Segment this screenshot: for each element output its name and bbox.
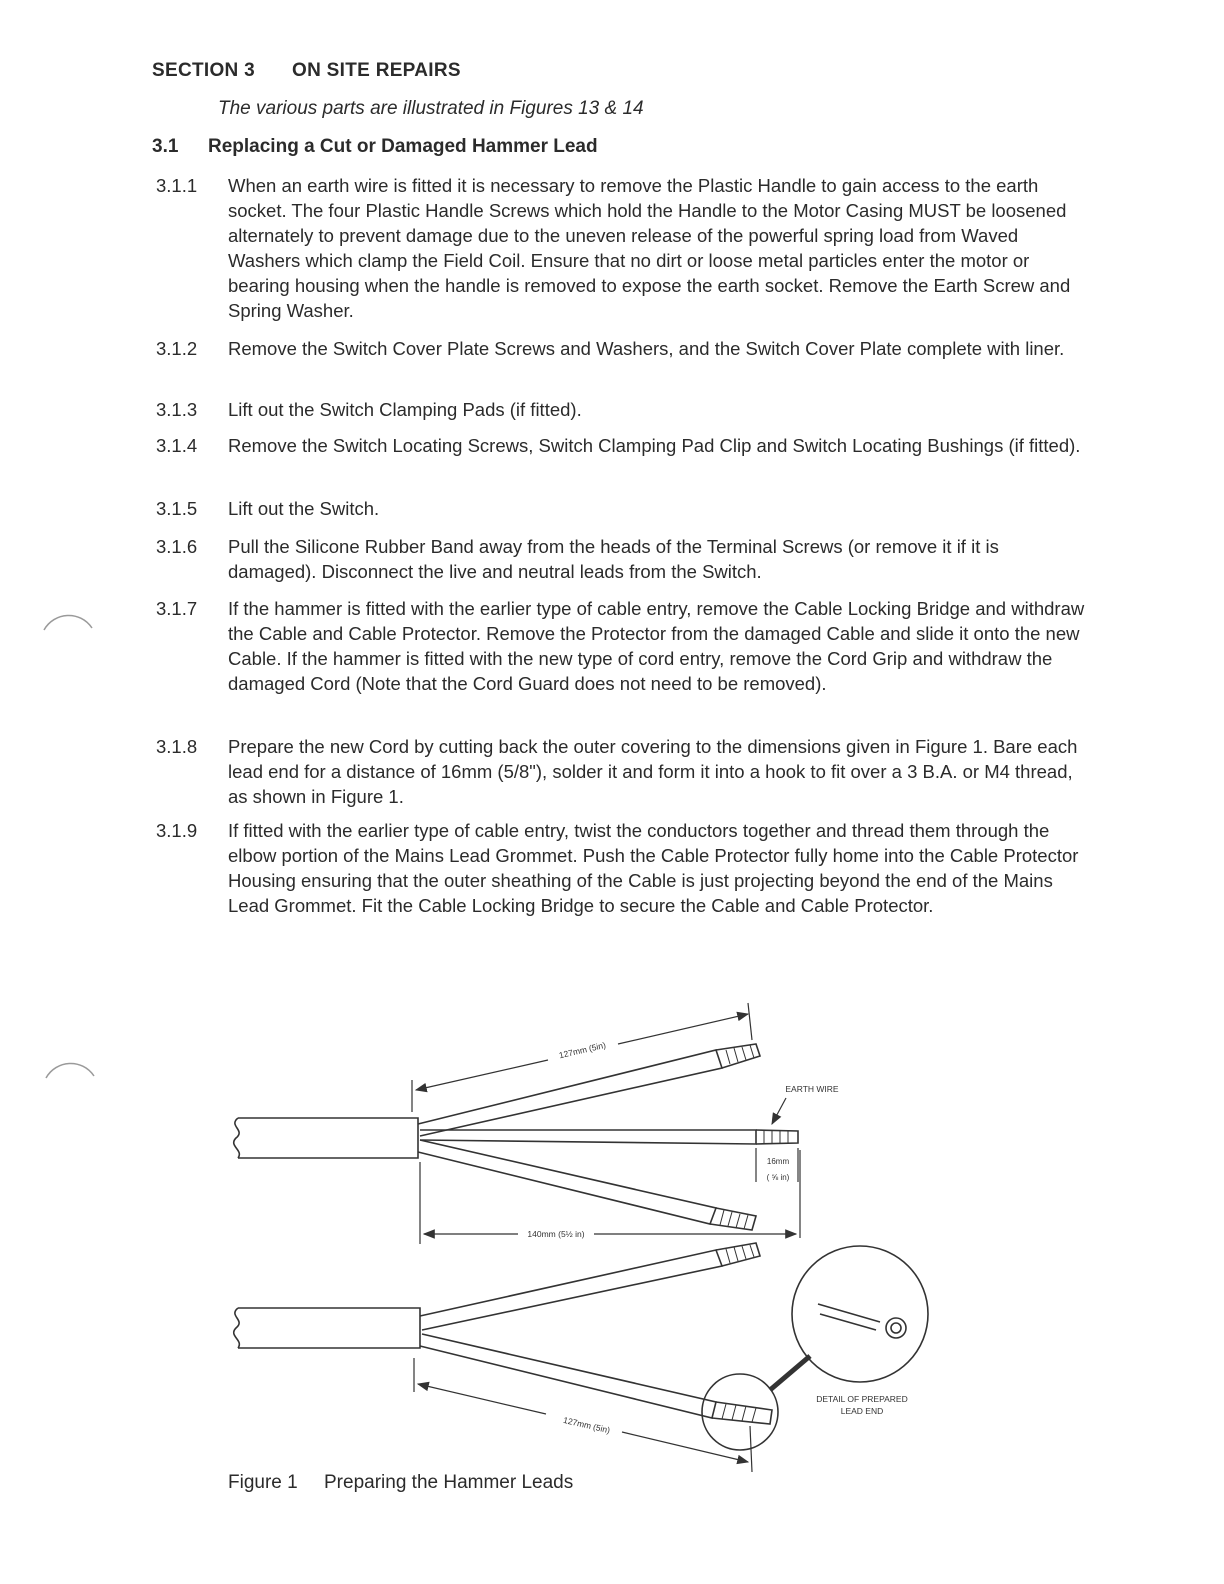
paragraph-number: 3.1.9 [156,820,198,841]
paragraph-number: 3.1.7 [156,598,198,619]
paragraph-text: Prepare the new Cord by cutting back the outer covering to the dimensions given in Figure 1. Bare each lead end for a distance of 16mm (5/8"), solder it and form it into a hook to fit over a 3 B.A. or M4 thread, as shown in Figure 1. [228,736,1078,807]
paragraph-3-1-8 [156,734,1091,809]
paragraph-3-1-1 [156,173,1091,323]
detail-label-line1: DETAIL OF PREPARED [816,1394,908,1404]
bottom-cable-break [234,1308,240,1348]
detail-circle [792,1246,928,1382]
paragraph-text: Lift out the Switch. [228,498,380,519]
dim-127mm-top-label: 127mm (5in) [557,1039,607,1061]
paragraph-number: 3.1.2 [156,338,198,359]
figure-number: Figure 1 [228,1472,298,1493]
paragraph-3-1-4 [156,433,1091,458]
dim-16mm-inch-label: ( ⅝ in) [766,1173,790,1182]
top-cable [234,1044,798,1230]
top-core-lower-bare [710,1208,756,1230]
top-core-lower [418,1140,716,1224]
detail-lead [818,1304,880,1330]
detail-leader [770,1356,810,1390]
subsection-heading [152,136,598,158]
paragraph-3-1-7 [156,596,1091,696]
paragraph-number: 3.1.1 [156,175,198,196]
paragraph-3-1-2 [156,336,1091,361]
dim-140mm-label: 140mm (5½ in) [527,1229,585,1239]
paragraph-3-1-9 [156,818,1091,918]
paragraph-text: Remove the Switch Cover Plate Screws and Washers, and the Switch Cover Plate complete with liner. [228,338,1065,359]
top-core-earth [420,1130,756,1144]
figure-1-diagram [200,990,960,1480]
section-number: SECTION 3 [152,60,255,81]
section-heading [152,60,461,82]
dim-127mm-bottom-label: 127mm (5in) [562,1414,612,1436]
detail-label-line2: LEAD END [840,1406,884,1416]
paragraph-3-1-3 [156,397,1091,422]
subsection-title: Replacing a Cut or Damaged Hammer Lead [208,136,598,157]
bottom-cable-sheath [238,1308,420,1348]
paragraph-number: 3.1.4 [156,435,198,456]
earth-wire-label: EARTH WIRE [785,1084,839,1094]
paragraph-number: 3.1.6 [156,536,198,557]
detail-hook-inner [891,1323,901,1333]
binder-hole-mark-upper [40,604,100,644]
binder-hole-mark-lower [42,1052,102,1092]
paragraph-text: Pull the Silicone Rubber Band away from the heads of the Terminal Screws (or remove it if it is damaged). Disconnect the live and neutral leads from the Switch. [228,536,999,582]
paragraph-number: 3.1.8 [156,736,198,757]
paragraph-3-1-5 [156,496,1091,521]
bottom-core-lower [420,1334,716,1418]
top-cable-break [234,1118,240,1158]
dim-16mm-label: 16mm [766,1157,790,1166]
top-core-upper [418,1050,722,1136]
paragraph-text: When an earth wire is fitted it is necessary to remove the Plastic Handle to gain access to the earth socket. The four Plastic Handle Screws which hold the Handle to the Motor Casing MUST be loosened alternately to prevent damage due to the uneven release of the powerful spring load from Waved Washers which clamp the Field Coil. Ensure that no dirt or loose metal particles enter the motor or bearing housing when the handle is removed to expose the earth socket. Remove the Earth Screw and Spring Washer. [228,175,1071,321]
detail-hook-outer [886,1318,906,1338]
subsection-number: 3.1 [152,136,179,157]
section-subtitle: The various parts are illustrated in Figures 13 & 14 [218,98,644,119]
section-title: ON SITE REPAIRS [292,60,461,81]
paragraph-text: If fitted with the earlier type of cable entry, twist the conductors together and thread them through the elbow portion of the Mains Lead Grommet. Push the Cable Protector fully home into the Cable Protector Housing ensuring that the outer sheathing of the Cable is just projecting beyond the end of the Mains Lead Grommet. Fit the Cable Locking Bridge to secure the Cable and Cable Protector. [228,820,1079,916]
lead-diagram-svg [200,990,960,1480]
paragraph-text: If the hammer is fitted with the earlier type of cable entry, remove the Cable Locking Bridge and withdraw the Cable and Cable Protector. Remove the Protector from the damaged Cable and slide it onto the new Cable. If the hammer is fitted with the new type of cord entry, remove the Cord Grip and withdraw the damaged Cord (Note that the Cord Guard does not need to be removed). [228,598,1085,694]
paragraph-number: 3.1.3 [156,399,198,420]
top-dimensions [412,1003,800,1244]
bottom-core-upper [420,1250,722,1330]
top-cable-sheath [238,1118,418,1158]
figure-caption [228,1472,573,1494]
paragraph-text: Remove the Switch Locating Screws, Switch Clamping Pad Clip and Switch Locating Bushings (if fitted). [228,435,1081,456]
paragraph-3-1-6 [156,534,1091,584]
paragraph-text: Lift out the Switch Clamping Pads (if fitted). [228,399,582,420]
top-core-earth-bare [756,1130,798,1144]
figure-title: Preparing the Hammer Leads [324,1472,574,1493]
paragraph-number: 3.1.5 [156,498,198,519]
